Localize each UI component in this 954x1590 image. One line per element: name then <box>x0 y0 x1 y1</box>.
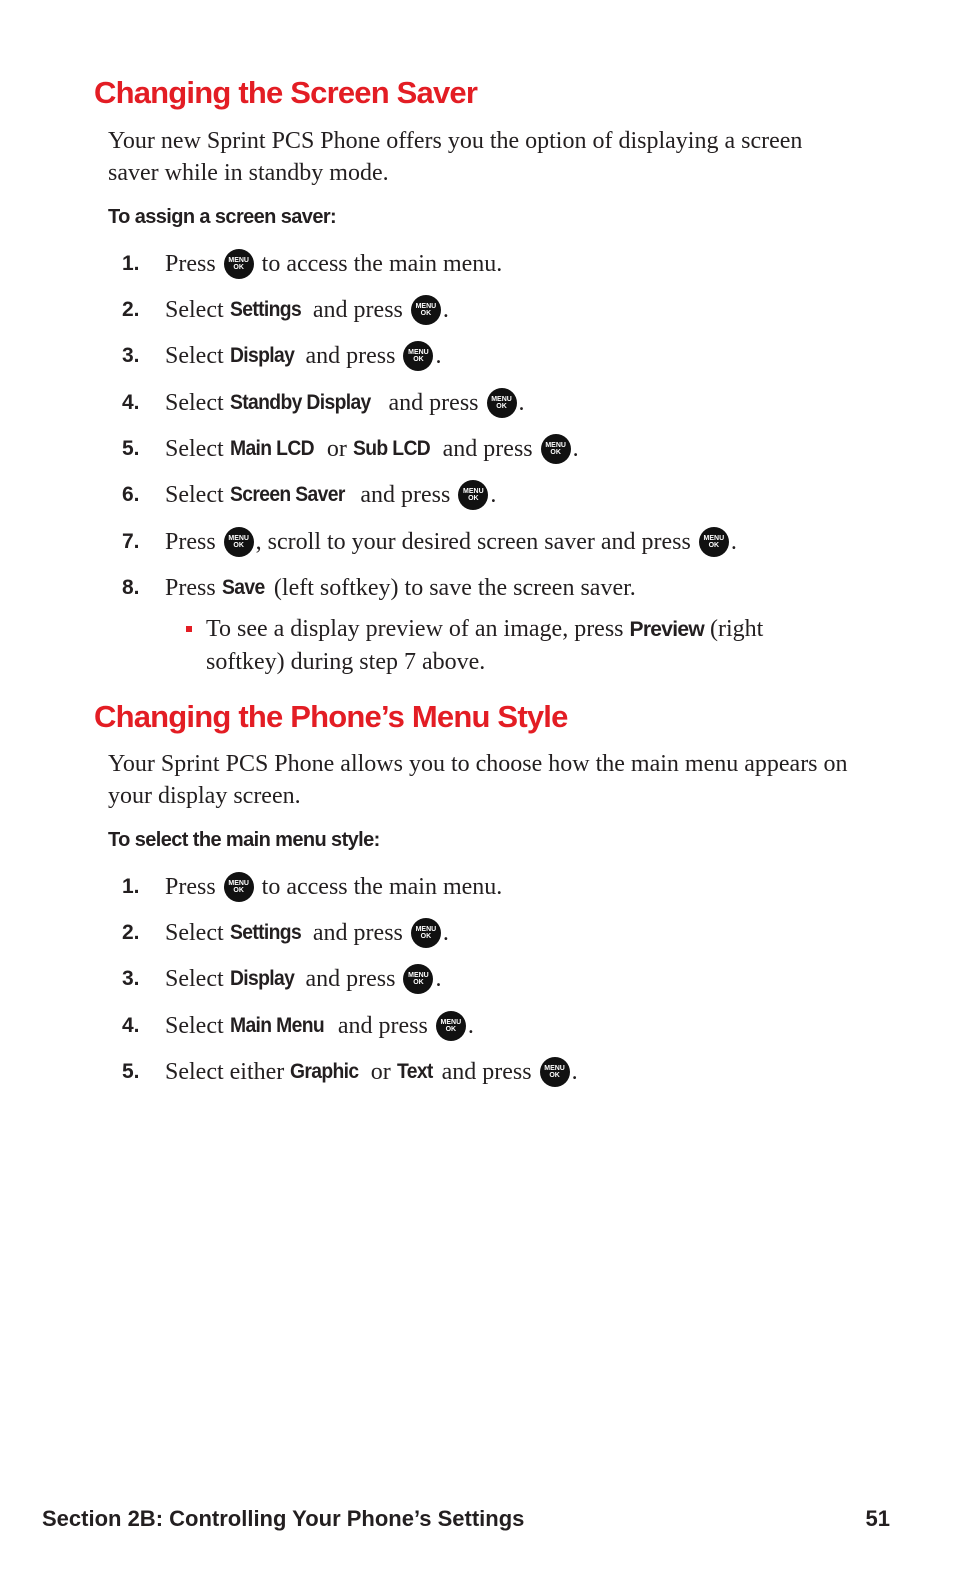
key-label-top: MENU <box>440 1019 462 1026</box>
menu-option-label: Display <box>229 967 294 990</box>
page-number: 51 <box>865 1506 890 1531</box>
menu-ok-key-icon <box>224 872 254 902</box>
key-label-bottom: OK <box>468 495 479 502</box>
key-label-bottom: OK <box>233 264 244 271</box>
step-text-part: Select <box>165 435 230 462</box>
step-item <box>122 870 502 904</box>
step-item <box>122 386 525 420</box>
menu-option-label: Display <box>229 344 294 367</box>
step-text <box>165 295 449 325</box>
step-text-part: Press <box>165 250 222 277</box>
step-text-part: Select either <box>165 1058 291 1085</box>
step-text-part: to access the main menu. <box>255 250 503 277</box>
tip-text <box>206 613 846 678</box>
step-text-part: and press <box>435 1058 538 1085</box>
step-text-part: or <box>364 1058 397 1085</box>
step-text-part: to access the main menu. <box>255 873 503 900</box>
step-text <box>165 918 449 948</box>
menu-option-label: Screen Saver <box>229 483 345 506</box>
key-label-top: MENU <box>408 972 429 979</box>
step-number: 1. <box>122 252 140 275</box>
menu-option-label: Settings <box>229 298 301 321</box>
step-text-part: . <box>435 965 442 992</box>
step-item <box>122 432 579 466</box>
menu-ok-key-icon <box>403 341 433 371</box>
step-text-part: Select <box>165 919 230 946</box>
step-number: 5. <box>122 1060 140 1083</box>
step-number: 3. <box>122 344 140 367</box>
key-label-top: MENU <box>491 396 512 403</box>
key-label-top: MENU <box>544 1065 565 1072</box>
menu-option-label: Text <box>396 1060 433 1083</box>
step-text-part: . <box>730 528 737 555</box>
menu-option-label: Main Menu <box>229 1014 324 1037</box>
step-text-part: . <box>572 435 579 462</box>
step-text-part: and press <box>331 1012 434 1039</box>
steps-heading-menu-style: To select the main menu style: <box>108 829 380 851</box>
softkey-label: Save <box>221 576 265 599</box>
steps-heading-screen-saver: To assign a screen saver: <box>108 206 337 228</box>
key-label-bottom: OK <box>496 403 507 410</box>
step-text <box>165 1011 474 1041</box>
key-label-bottom: OK <box>708 542 720 549</box>
section-title-screen-saver: Changing the Screen Saver <box>94 75 478 110</box>
menu-ok-key-icon <box>411 295 441 325</box>
key-label-bottom: OK <box>420 310 432 317</box>
step-number: 6. <box>122 483 140 506</box>
step-text-part: . <box>442 919 449 946</box>
step-text <box>165 575 636 602</box>
section-title-menu-style: Changing the Phone’s Menu Style <box>94 699 568 734</box>
step-text-part: . <box>518 389 525 416</box>
step-text-part: . <box>442 296 449 323</box>
step-text <box>165 1057 578 1087</box>
step-item <box>122 571 636 605</box>
menu-ok-key-icon <box>458 480 488 510</box>
step-item <box>122 525 737 559</box>
step-number: 4. <box>122 391 140 414</box>
key-label-bottom: OK <box>445 1026 457 1033</box>
key-label-top: MENU <box>228 880 249 887</box>
step-text-part: Press <box>165 574 222 601</box>
section-intro-menu-style: Your Sprint PCS Phone allows you to choose how the main menu appears on your display screen. <box>108 751 848 809</box>
step-text-part: and press <box>382 389 485 416</box>
tip-bullet <box>186 613 846 678</box>
step-text-part: or <box>320 435 353 462</box>
key-label-top: MENU <box>545 442 566 449</box>
step-text <box>165 249 502 279</box>
key-label-bottom: OK <box>413 979 424 986</box>
key-label-bottom: OK <box>233 887 244 894</box>
step-text-part: Select <box>165 1012 230 1039</box>
step-text-part: and press <box>299 342 402 369</box>
step-text-part: Select <box>165 342 230 369</box>
step-text <box>165 964 441 994</box>
menu-ok-key-icon <box>436 1011 466 1041</box>
footer-section-title: Section 2B: Controlling Your Phone’s Settings <box>42 1506 525 1531</box>
key-label-top: MENU <box>415 303 437 310</box>
step-text-part: , scroll to your desired screen saver and press <box>255 528 697 555</box>
step-number: 2. <box>122 921 140 944</box>
step-text <box>165 527 737 557</box>
step-text-part: . <box>571 1058 578 1085</box>
key-label-top: MENU <box>408 349 429 356</box>
step-number: 8. <box>122 576 140 599</box>
key-label-top: MENU <box>228 535 249 542</box>
section-intro-screen-saver: Your new Sprint PCS Phone offers you the option of displaying a screen saver while in standby mode. <box>108 128 803 186</box>
key-label-bottom: OK <box>549 1072 560 1079</box>
menu-ok-key-icon <box>224 249 254 279</box>
page-footer <box>42 1506 890 1532</box>
menu-ok-key-icon <box>224 527 254 557</box>
step-text-part: . <box>435 342 442 369</box>
step-number: 5. <box>122 437 140 460</box>
step-text <box>165 388 525 418</box>
step-number: 7. <box>122 530 140 553</box>
step-text-part: Select <box>165 389 230 416</box>
key-label-bottom: OK <box>413 356 424 363</box>
menu-ok-key-icon <box>487 388 517 418</box>
menu-option-label: Main LCD <box>229 437 314 460</box>
step-text-part: Select <box>165 965 230 992</box>
step-text <box>165 434 579 464</box>
step-text <box>165 872 502 902</box>
step-text-part: and press <box>354 481 457 508</box>
menu-option-label: Graphic <box>290 1060 359 1083</box>
step-item <box>122 1055 578 1089</box>
step-text-part: Select <box>165 296 230 323</box>
step-text-part: Select <box>165 481 230 508</box>
step-text <box>165 480 496 510</box>
step-item <box>122 1009 474 1043</box>
menu-option-label: Sub LCD <box>352 437 430 460</box>
step-item <box>122 293 449 327</box>
step-text-part: . <box>490 481 497 508</box>
key-label-top: MENU <box>463 488 484 495</box>
softkey-label: Preview <box>629 618 705 641</box>
step-text-part: Press <box>165 528 222 555</box>
key-label-bottom: OK <box>233 542 244 549</box>
step-text-part: . <box>467 1012 474 1039</box>
menu-ok-key-icon <box>699 527 729 557</box>
step-text-part: Press <box>165 873 222 900</box>
step-number: 4. <box>122 1014 140 1037</box>
step-text-part: and press <box>306 919 409 946</box>
menu-ok-key-icon <box>540 1057 570 1087</box>
step-item <box>122 916 449 950</box>
bullet-square-icon <box>186 626 192 632</box>
step-item <box>122 962 441 996</box>
key-label-top: MENU <box>228 257 249 264</box>
tip-text-part: (right softkey) during step 7 above. <box>206 616 764 675</box>
step-text-part: and press <box>306 296 409 323</box>
step-item <box>122 478 496 512</box>
key-label-top: MENU <box>415 926 437 933</box>
tip-text-part: To see a display preview of an image, press <box>206 616 630 642</box>
step-text <box>165 341 441 371</box>
step-text-part: and press <box>299 965 402 992</box>
step-number: 1. <box>122 875 140 898</box>
step-item <box>122 339 441 373</box>
key-label-bottom: OK <box>420 933 432 940</box>
step-number: 2. <box>122 298 140 321</box>
menu-ok-key-icon <box>411 918 441 948</box>
step-text-part: (left softkey) to save the screen saver. <box>267 574 636 601</box>
menu-option-label: Standby Display <box>229 391 371 414</box>
menu-ok-key-icon <box>541 434 571 464</box>
menu-option-label: Settings <box>229 921 301 944</box>
step-number: 3. <box>122 967 140 990</box>
key-label-top: MENU <box>703 535 725 542</box>
step-item <box>122 247 502 281</box>
key-label-bottom: OK <box>550 449 561 456</box>
menu-ok-key-icon <box>403 964 433 994</box>
step-text-part: and press <box>436 435 539 462</box>
